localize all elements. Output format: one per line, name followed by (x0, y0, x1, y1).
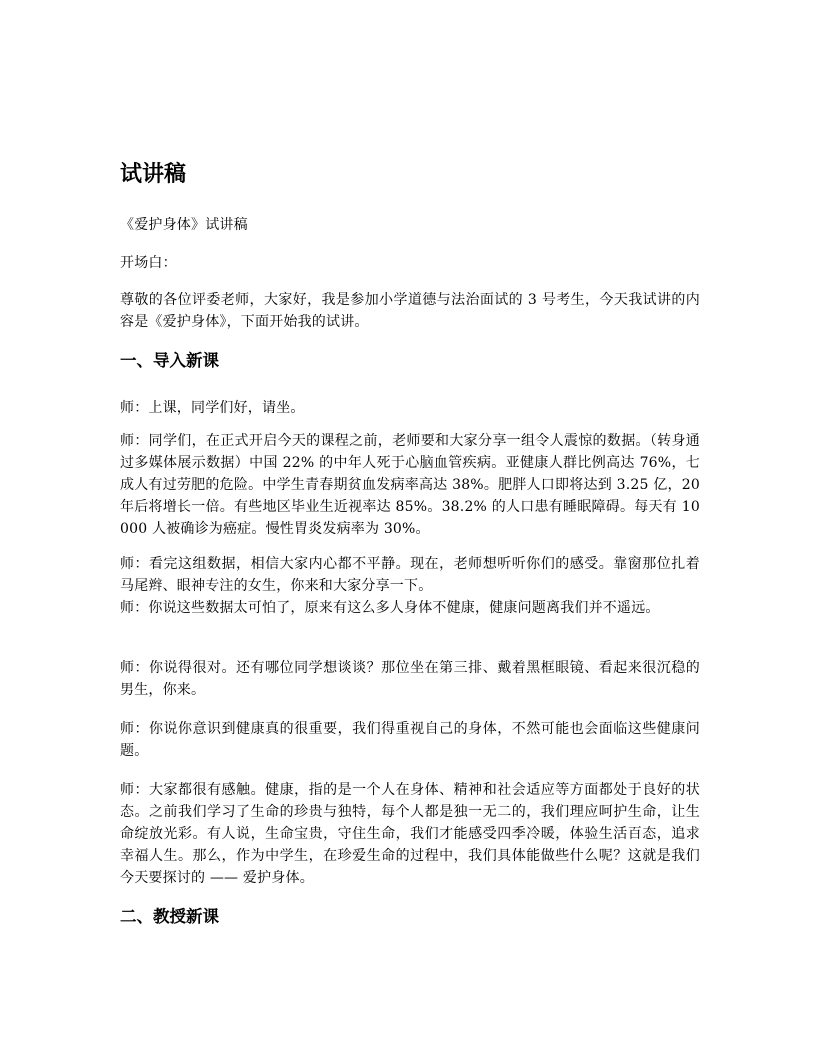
paragraph-invite-girl: 师：看完这组数据，相信大家内心都不平静。现在，老师想听听你们的感受。靠窗那位扎着马尾辫、眼神专注的女生，你来和大家分享一下。 (120, 556, 700, 594)
paragraph-girl-answer: 师：你说这些数据太可怕了，原来有这么多人身体不健康，健康问题离我们并不遥远。 (120, 600, 660, 616)
document-subtitle: 《爱护身体》试讲稿 (120, 217, 248, 233)
paragraph-greeting: 师：上课，同学们好，请坐。 (120, 400, 305, 416)
paragraph-boy-answer: 师：你说你意识到健康真的很重要，我们得重视自己的身体，不然可能也会面临这些健康问题。 (120, 721, 700, 759)
paragraph-invite-boy: 师：你说得很对。还有哪位同学想谈谈？那位坐在第三排、戴着黑框眼镜、看起来很沉稳的男生，你来。 (120, 660, 700, 698)
opening-label: 开场白： (120, 255, 177, 271)
paragraph-health-definition: 师：大家都很有感触。健康，指的是一个人在身体、精神和社会适应等方面都处于良好的状态。之前我们学习了生命的珍贵与独特，每个人都是独一无二的，我们理应呵护生命，让生命绽放光彩。有人说，生命宝贵，守住生命，我们才能感受四季冷暖，体验生活百态，追求幸福人生。那么，作为中学生，在珍爱生命的过程中，我们具体能做些什么呢？这就是我们今天要探讨的 —— 爱护身体。 (120, 782, 700, 886)
section-heading-intro: 一、导入新课 (120, 351, 219, 370)
opening-paragraph: 尊敬的各位评委老师，大家好，我是参加小学道德与法治面试的 3 号考生，今天我试讲的内容是《爱护身体》，下面开始我的试讲。 (120, 292, 700, 330)
paragraph-statistics: 师：同学们，在正式开启今天的课程之前，老师要和大家分享一组令人震惊的数据。（转身通过多媒体展示数据）中国 22% 的中年人死于心脑血管疾病。亚健康人群比例高达 76%，七成人有过劳肥的危险。中学生青春期贫血发病率高达 38%。肥胖人口即将达到 3.25 亿，20 年后将增长一倍。有些地区毕业生近视率达 85%。38.2% 的人口患有睡眠障碍。每天有 10000 人被确诊为癌症。慢性胃炎发病率为 30%。 (120, 433, 700, 537)
document-title: 试讲稿 (120, 162, 187, 187)
section-heading-new-lesson: 二、教授新课 (120, 907, 219, 926)
